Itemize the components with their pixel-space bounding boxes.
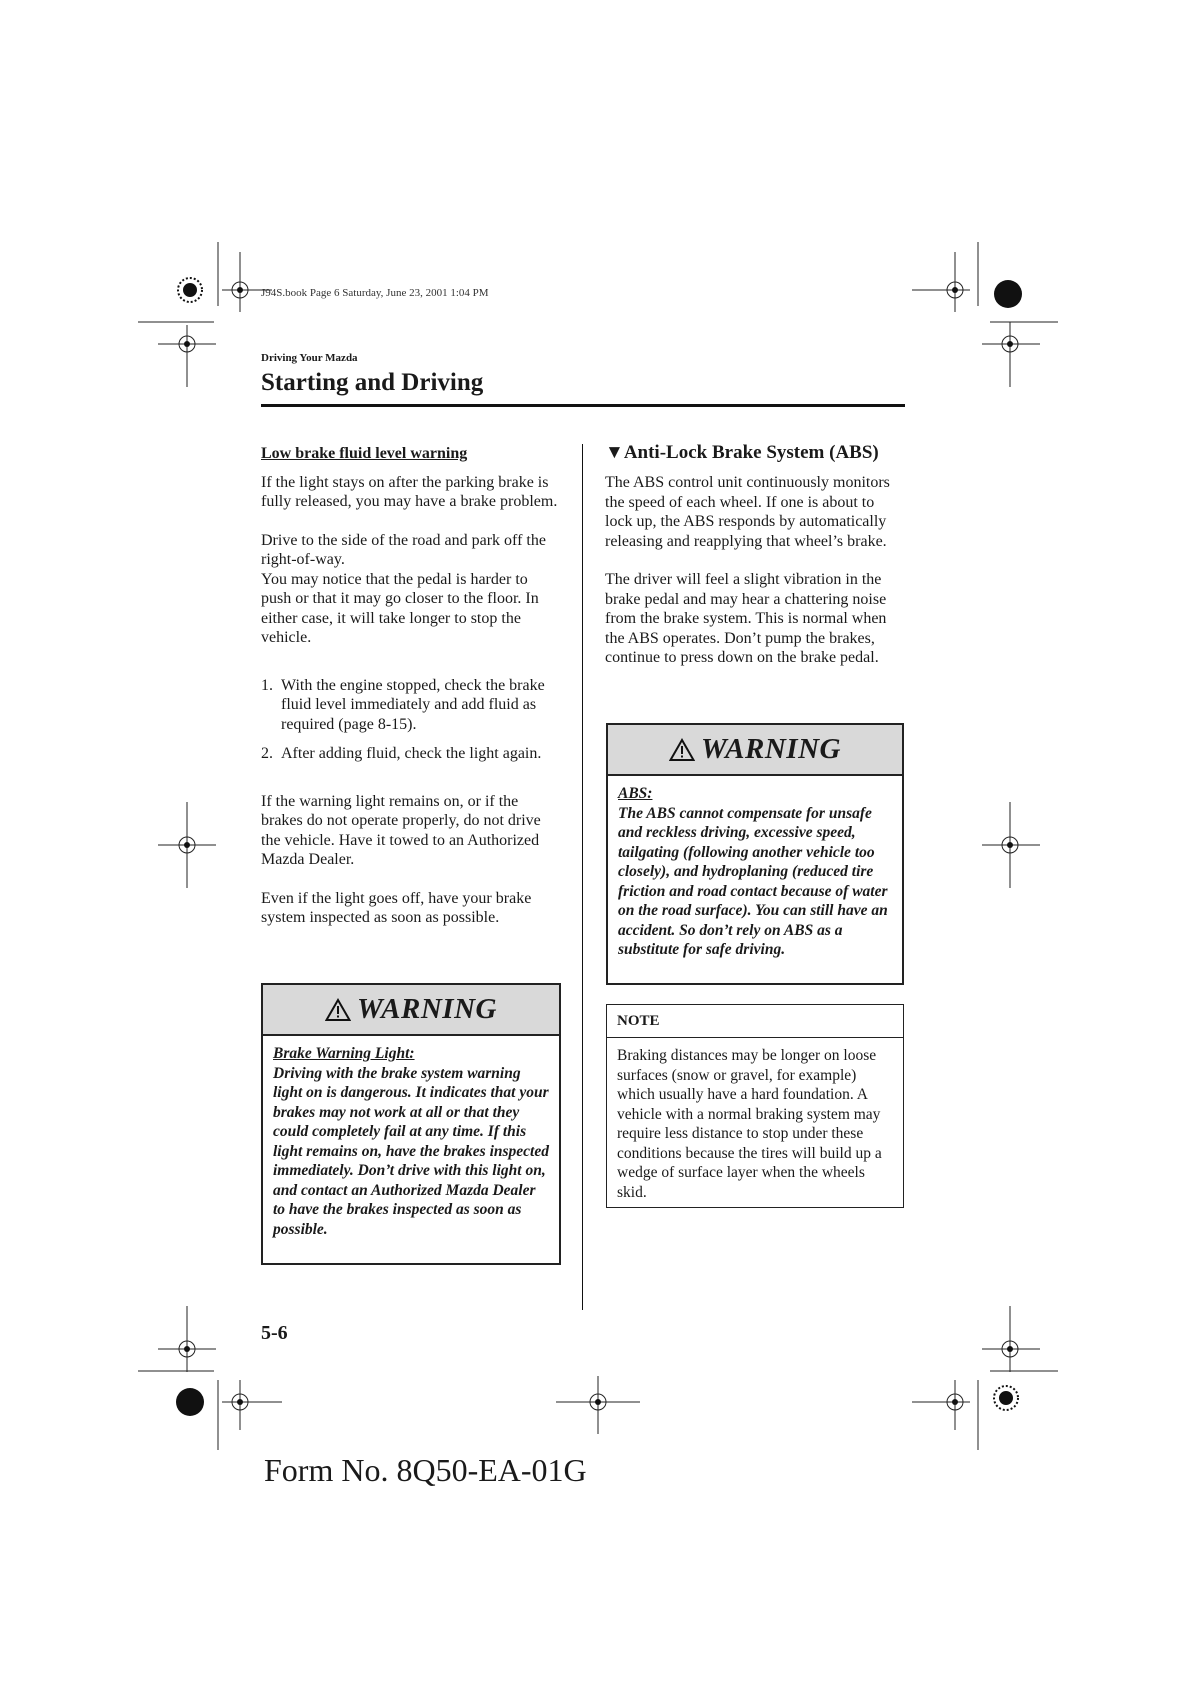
note-box [606, 1004, 904, 1208]
print-slug: J94S.book Page 6 Saturday, June 23, 2001 1:04 PM [261, 287, 489, 299]
form-number: Form No. 8Q50-EA-01G [264, 1452, 587, 1488]
step-text: With the engine stopped, check the brake fluid level immediately and add fluid as required (page 8-15). [281, 676, 545, 733]
list-item [261, 744, 561, 764]
brake-warning-box [261, 983, 561, 1265]
warning-triangle-icon [325, 998, 351, 1022]
warning-header [263, 985, 559, 1036]
left-paragraph-2b: You may notice that the pedal is harder to push or that it may go closer to the floor. In either case, it will take longer to stop the vehicle. [261, 570, 539, 646]
warning-subtitle: ABS: [618, 785, 653, 802]
warning-label: WARNING [357, 993, 497, 1025]
left-heading: Low brake fluid level warning [261, 445, 468, 462]
warning-text: Driving with the brake system warning light on is dangerous. It indicates that your brakes may not work at all or that they could completely fail at any time. If this light remains on, have the brakes inspected immediately. Don’t drive with this light on, and contact an Authorized Mazda Dealer to have the brakes inspected as soon as possible. [273, 1064, 549, 1238]
steps-list [261, 676, 561, 764]
note-text: Braking distances may be longer on loose surfaces (snow or gravel, for example) which usually have a hard foundation. A vehicle with a normal braking system may require less distance to stop under these conditions because the tires will build up a wedge of surface layer when the wheels skid. [617, 1047, 882, 1201]
right-paragraph-2: The driver will feel a slight vibration in the brake pedal and may hear a chattering noise from the brake system. This is normal when the ABS operates. Don’t pump the brakes, continue to press down on the brake pedal. [605, 571, 887, 666]
left-paragraph-2a: Drive to the side of the road and park off the right-of-way. [261, 531, 546, 568]
left-column [261, 444, 561, 928]
warning-body [608, 776, 902, 968]
warning-triangle-icon [669, 738, 695, 762]
step-text: After adding fluid, check the light again. [281, 745, 542, 762]
left-paragraph-1: If the light stays on after the parking brake is fully released, you may have a brake problem. [261, 473, 558, 510]
page-title: Starting and Driving [261, 369, 484, 396]
warning-body [263, 1036, 559, 1247]
list-item [261, 676, 561, 735]
triangle-bullet-icon: ▼ [605, 442, 624, 463]
title-rule [261, 404, 905, 407]
warning-text: The ABS cannot compensate for unsafe and reckless driving, excessive speed, tailgating (following another vehicle too closely), and hydroplaning (reduced tire friction and road contact because of water on the road surface). You can still have an accident. So don’t rely on ABS as a substitute for safe driving. [618, 804, 888, 958]
right-paragraph-1: The ABS control unit continuously monitors the speed of each wheel. If one is about to lock up, the ABS responds by automatically releasing and reapplying that wheel’s brake. [605, 474, 890, 550]
right-heading [605, 442, 905, 464]
section-label: Driving Your Mazda [261, 352, 358, 364]
left-paragraph-3: If the warning light remains on, or if the brakes do not operate properly, do not drive the vehicle. Have it towed to an Authorized Mazda Dealer. [261, 792, 541, 868]
page-number: 5-6 [261, 1322, 288, 1344]
right-column [605, 442, 905, 668]
warning-label: WARNING [701, 733, 841, 765]
abs-warning-box [606, 723, 904, 985]
note-header: NOTE [607, 1005, 903, 1038]
step-number: 2. [261, 745, 273, 762]
step-number: 1. [261, 676, 273, 694]
right-heading-text: Anti-Lock Brake System (ABS) [623, 442, 879, 463]
left-paragraph-4: Even if the light goes off, have your brake system inspected as soon as possible. [261, 889, 532, 926]
warning-header [608, 725, 902, 776]
column-divider [582, 444, 583, 1310]
warning-subtitle: Brake Warning Light: [273, 1045, 415, 1062]
